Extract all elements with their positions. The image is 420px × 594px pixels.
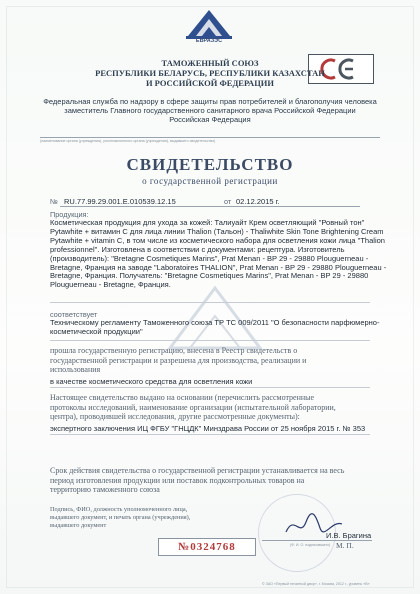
eurasec-label: ЕВРАЗЭС: [195, 38, 223, 44]
conformity-line: Техническому регламенту Таможенного союза ТР ТС 009/2011 "О безопасности парфюмерно-: [50, 318, 380, 327]
union-line-2: РЕСПУБЛИКИ БЕЛАРУСЬ, РЕСПУБЛИКИ КАЗАХСТАН: [95, 68, 325, 78]
watermark-emblem-icon: [150, 268, 280, 358]
basis-divider: [50, 434, 370, 435]
product-line: Plouguerneau - Bretagne, Франция.: [50, 280, 171, 290]
signature-line: [262, 540, 372, 541]
certificate-subtitle: о государственной регистрации: [142, 176, 278, 186]
eurasec-watermark: [150, 268, 280, 358]
union-line-3: И РОССИЙСКОЙ ФЕДЕРАЦИИ: [145, 78, 275, 88]
number-underline: [60, 206, 360, 207]
caption-line: Подпись, ФИО, должность уполномоченного лица,: [50, 506, 188, 513]
statement-line: использования: [50, 365, 101, 375]
stamp-place-mark: М. П.: [336, 541, 354, 550]
agency-line-1: Федеральная служба по надзору в сфере защиты прав потребителей и благополучия человека: [43, 97, 377, 106]
eurasec-emblem-icon: [182, 6, 236, 40]
serial-number: №0324768: [178, 541, 236, 553]
serial-number-box: [158, 538, 256, 556]
caption-line: выдавшего документ, и печать органа (учреждения),: [50, 514, 191, 521]
printer-note: © ЗАО «Первый печатный двор», г. Москва, 2012 г., уровень «В»: [262, 582, 370, 586]
product-line: Pytawhite + vitamin C, в том числе из косметического набора для осветления кожи лица "Thalion: [50, 235, 385, 245]
agency-line-2: заместитель Главного государственного санитарного врача Российской Федерации: [64, 106, 356, 115]
product-line: Bretagne, Франция на заводе "Laboratoires THALION", Prat Menan - BP 29 - 29880 Plouguerneau -: [50, 262, 387, 272]
statement-line: прошла государственную регистрацию, внесена в Реестр свидетельств о: [50, 346, 298, 355]
validity-line: Срок действия свидетельства о государственной регистрации устанавливается на весь: [50, 466, 345, 475]
basis-line: Настоящее свидетельство выдано на основании (перечислить рассмотренные: [50, 393, 315, 402]
union-heading: [40, 58, 380, 88]
caption-line: выдавшего документ: [50, 522, 107, 529]
signatory-name: И.В. Брагина: [326, 531, 372, 540]
registration-number: RU.77.99.29.001.E.010539.12.15: [64, 197, 176, 206]
basis-value: экспертного заключения ИЦ ФГБУ "ГНЦДК" Минздрава России от 25 ноября 2015 г. № 353: [50, 424, 366, 433]
registration-date: 02.12.2015 г.: [236, 197, 280, 206]
number-label: №: [50, 197, 58, 206]
product-line: professionnel". Изготовлена в соответствии с документами: рецептура. Изготовитель: [50, 244, 345, 254]
validity-statement: [50, 466, 344, 495]
agency-divider: [40, 137, 380, 138]
statement-line: государственной регистрации и разрешена для производства, реализации и: [50, 355, 307, 365]
product-line: Косметическая продукция для ухода за кожей: Талиуайт Крем осветляющий "Ровный тон": [50, 218, 365, 227]
conformity-divider: [50, 340, 370, 341]
eurasec-logo: [182, 6, 236, 50]
usage-purpose: в качестве косметического средства для осветления кожи: [50, 377, 253, 386]
product-label: Продукция:: [50, 210, 89, 219]
union-line-1: ТАМОЖЕННЫЙ СОЮЗ: [161, 58, 259, 68]
product-line: Pytawhite + витамин C для лица линии Thalion (Тальон) - Thaliwhite Skin Tone Brightening Cream: [50, 226, 384, 236]
conformity-label: соответствует: [50, 310, 98, 319]
basis-statement: [50, 393, 336, 422]
certificate-title: СВИДЕТЕЛЬСТВО: [126, 155, 294, 174]
date-label: от: [224, 197, 232, 206]
basis-line: центра), проводившей исследования, другие рассмотренные документы):: [50, 412, 300, 422]
product-line: Bretagne, Франция. Получатель: "Bretagne Cosmetiques Marins", Prat Menan - BP 29 - 29880: [50, 271, 369, 281]
usage-divider: [50, 387, 370, 388]
agency-fine-print: (наименование органа (учреждения), уполномоченного органа (учреждения), выдавшего свидетельство): [40, 139, 216, 143]
product-divider: [50, 302, 370, 303]
issuing-agency: [30, 97, 390, 124]
conformity-text: [50, 319, 379, 337]
product-line: (производитель): "Bretagne Cosmetiques Marins", Prat Menan - BP 29 - 29880 Plouguerneau -: [50, 253, 369, 263]
signatory-hint: (Ф. И. О. подписавшего): [290, 543, 331, 547]
agency-line-3: Российская Федерация: [169, 115, 251, 124]
conformity-line: косметической продукции": [50, 326, 143, 336]
signature-caption: [50, 506, 190, 530]
validity-line: территорию таможенного союза: [50, 485, 160, 495]
registration-statement: [50, 346, 306, 375]
validity-line: период изготовления продукции или поставок подконтрольных товаров на: [50, 475, 305, 485]
basis-line: протоколы исследований, наименование организации (испытательной лаборатории,: [50, 402, 336, 412]
